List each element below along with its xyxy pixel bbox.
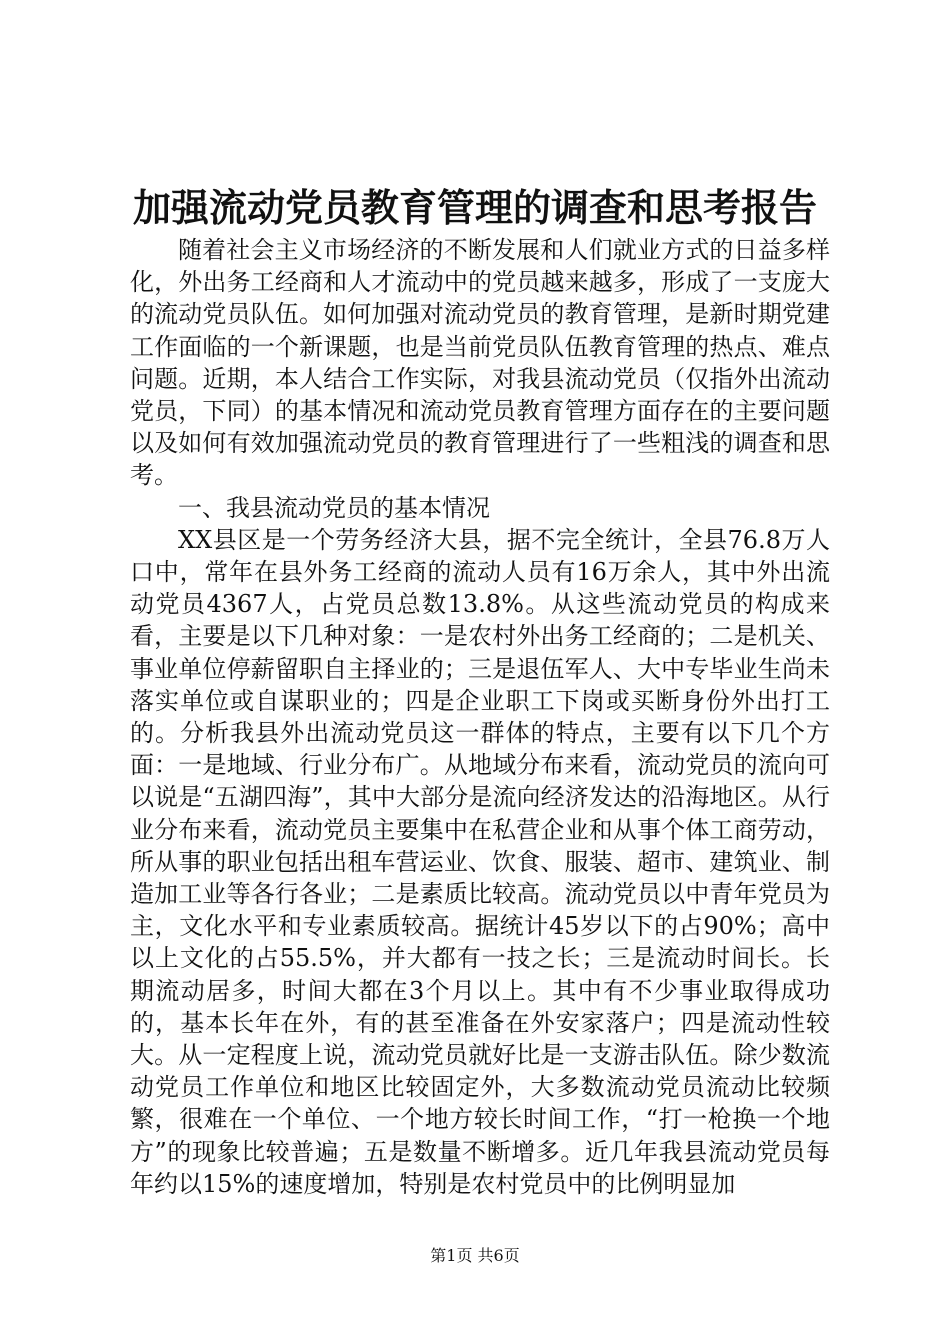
paragraph-intro: 随着社会主义市场经济的不断发展和人们就业方式的日益多样化，外出务工经商和人才流动中的党员越来越多，形成了一支庞大的流动党员队伍。如何加强对流动党员的教育管理，是新时期党建工作面临的一个新课题，也是当前党员队伍教育管理的热点、难点问题。近期，本人结合工作实际，对我县流动党员（仅指外出流动党员，下同）的基本情况和流动党员教育管理方面存在的主要问题以及如何有效加强流动党员的教育管理进行了一些粗浅的调查和思考。 bbox=[130, 236, 830, 490]
document-title: 加强流动党员教育管理的调查和思考报告 bbox=[132, 185, 817, 230]
section-heading: 一、我县流动党员的基本情况 bbox=[178, 493, 490, 522]
page-footer: 第1页 共6页 bbox=[430, 1246, 520, 1265]
paragraph-basic-situation: XX县区是一个劳务经济大县，据不完全统计，全县76.8万人口中，常年在县外务工经商的流动人员有16万余人，其中外出流动党员4367人，占党员总数13.8%。从这些流动党员的构成来看，主要是以下几种对象：一是农村外出务工经商的；二是机关、事业单位停薪留职自主择业的；三是退伍军人、大中专毕业生尚未落实单位或自谋职业的；四是企业职工下岗或买断身份外出打工的。分析我县外出流动党员这一群体的特点，主要有以下几个方面：一是地域、行业分布广。从地域分布来看，流动党员的流向可以说是“五湖四海”，其中大部分是流向经济发达的沿海地区。从行业分布来看，流动党员主要集中在私营企业和从事个体工商劳动，所从事的职业包括出租车营运业、饮食、服装、超市、建筑业、制造加工业等各行各业；二是素质比较高。流动党员以中青年党员为主，文化水平和专业素质较高。据统计45岁以下的占90%；高中以上文化的占55.5%，并大都有一技之长；三是流动时间长。长期流动居多，时间大都在3个月以上。其中有不少事业取得成功的，基本长年在外，有的甚至准备在外安家落户；四是流动性较大。从一定程度上说，流动党员就好比是一支游击队伍。除少数流动党员工作单位和地区比较固定外，大多数流动党员流动比较频繁，很难在一个单位、一个地方较长时间工作，“打一枪换一个地方”的现象比较普遍；五是数量不断增多。近几年我县流动党员每年约以15%的速度增加，特别是农村党员中的比例明显加 bbox=[130, 525, 830, 1198]
document-body bbox=[130, 234, 830, 1200]
